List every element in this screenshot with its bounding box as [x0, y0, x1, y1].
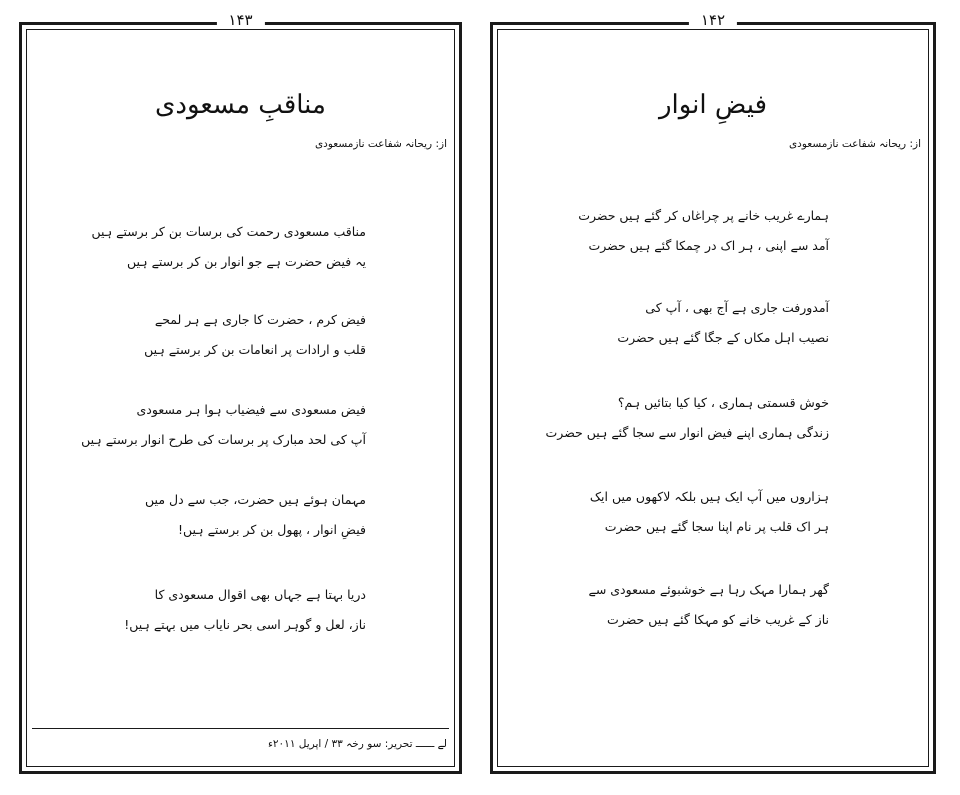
- verse-line: ہزاروں میں آپ ایک ہیں بلکہ لاکھوں میں ایک: [589, 489, 829, 504]
- stanza: [584, 482, 829, 542]
- verse-line: خوش قسمتی ہماری ، کیا کیا بتائیں ہم؟: [617, 395, 829, 410]
- verse-line: ناز کے غریب خانے کو مہکا گئے ہیں حضرت: [607, 612, 829, 627]
- verse-line: گھر ہمارا مہک رہا ہے خوشبوئے مسعودی سے: [588, 582, 829, 597]
- verse-line: فیض مسعودی سے فیضیاب ہوا ہر مسعودی: [136, 402, 366, 417]
- verse-line: مہمان ہوئے ہیں حضرت، جب سے دل میں: [145, 492, 366, 507]
- footnote-divider: [32, 728, 449, 729]
- verse-line: ناز، لعل و گوہر اسی بحر نایاب میں بہتے ہیں!: [124, 617, 366, 632]
- author-line: از: ریحانہ شفاعت نازمسعودی: [314, 138, 447, 150]
- stanza: [91, 217, 366, 277]
- stanza: [111, 485, 366, 545]
- stanza: [545, 388, 829, 448]
- stanza: [584, 293, 829, 353]
- footnote: لے ــــــ تحریر: سو رخہ ۳۳ / اپریل ۲۰۱۱ء: [267, 738, 447, 750]
- stanza: [111, 580, 366, 640]
- verse-line: آمدورفت جاری ہے آج بھی ، آپ کی: [645, 300, 829, 315]
- page-number: ۱۴۳: [216, 11, 264, 29]
- verse-line: دریا بہتا ہے جہاں بھی اقوال مسعودی کا: [154, 587, 366, 602]
- poem-title: فیضِ انوار: [658, 90, 768, 120]
- page-number: ۱۴۲: [689, 11, 737, 29]
- verse-line: قلب و ارادات پر انعامات بن کر برستے ہیں: [144, 342, 366, 357]
- stanza: [584, 575, 829, 635]
- stanza: [578, 201, 829, 261]
- poem-title: مناقبِ مسعودی: [155, 90, 326, 120]
- verse-line: ہر اک قلب پر نام اپنا سجا گئے ہیں حضرت: [604, 519, 829, 534]
- author-line: از: ریحانہ شفاعت نازمسعودی: [788, 138, 921, 150]
- verse-line: آمد سے اپنی ، ہر اک در چمکا گئے ہیں حضرت: [588, 238, 829, 253]
- verse-line: زندگی ہماری اپنے فیض انوار سے سجا گئے ہیں حضرت: [545, 425, 829, 440]
- verse-line: نصیب اہل مکاں کے جگا گئے ہیں حضرت: [617, 330, 829, 345]
- verse-line: آپ کی لحد مبارک پر برسات کی طرح انوار برستے ہیں: [81, 432, 366, 447]
- verse-line: ہمارے غریب خانے پر چراغاں کر گئے ہیں حضرت: [578, 208, 829, 223]
- stanza: [111, 305, 366, 365]
- left-page: [19, 11, 462, 774]
- verse-line: مناقب مسعودی رحمت کی برسات بن کر برستے ہیں: [91, 224, 366, 239]
- verse-line: فیض کرم ، حضرت کا جاری ہے ہر لمحے: [154, 312, 366, 327]
- verse-line: فیضِ انوار ، پھول بن کر برستے ہیں!: [177, 522, 366, 537]
- stanza: [81, 395, 366, 455]
- right-page: [490, 11, 936, 774]
- verse-line: یہ فیض حضرت ہے جو انوار بن کر برستے ہیں: [126, 254, 366, 269]
